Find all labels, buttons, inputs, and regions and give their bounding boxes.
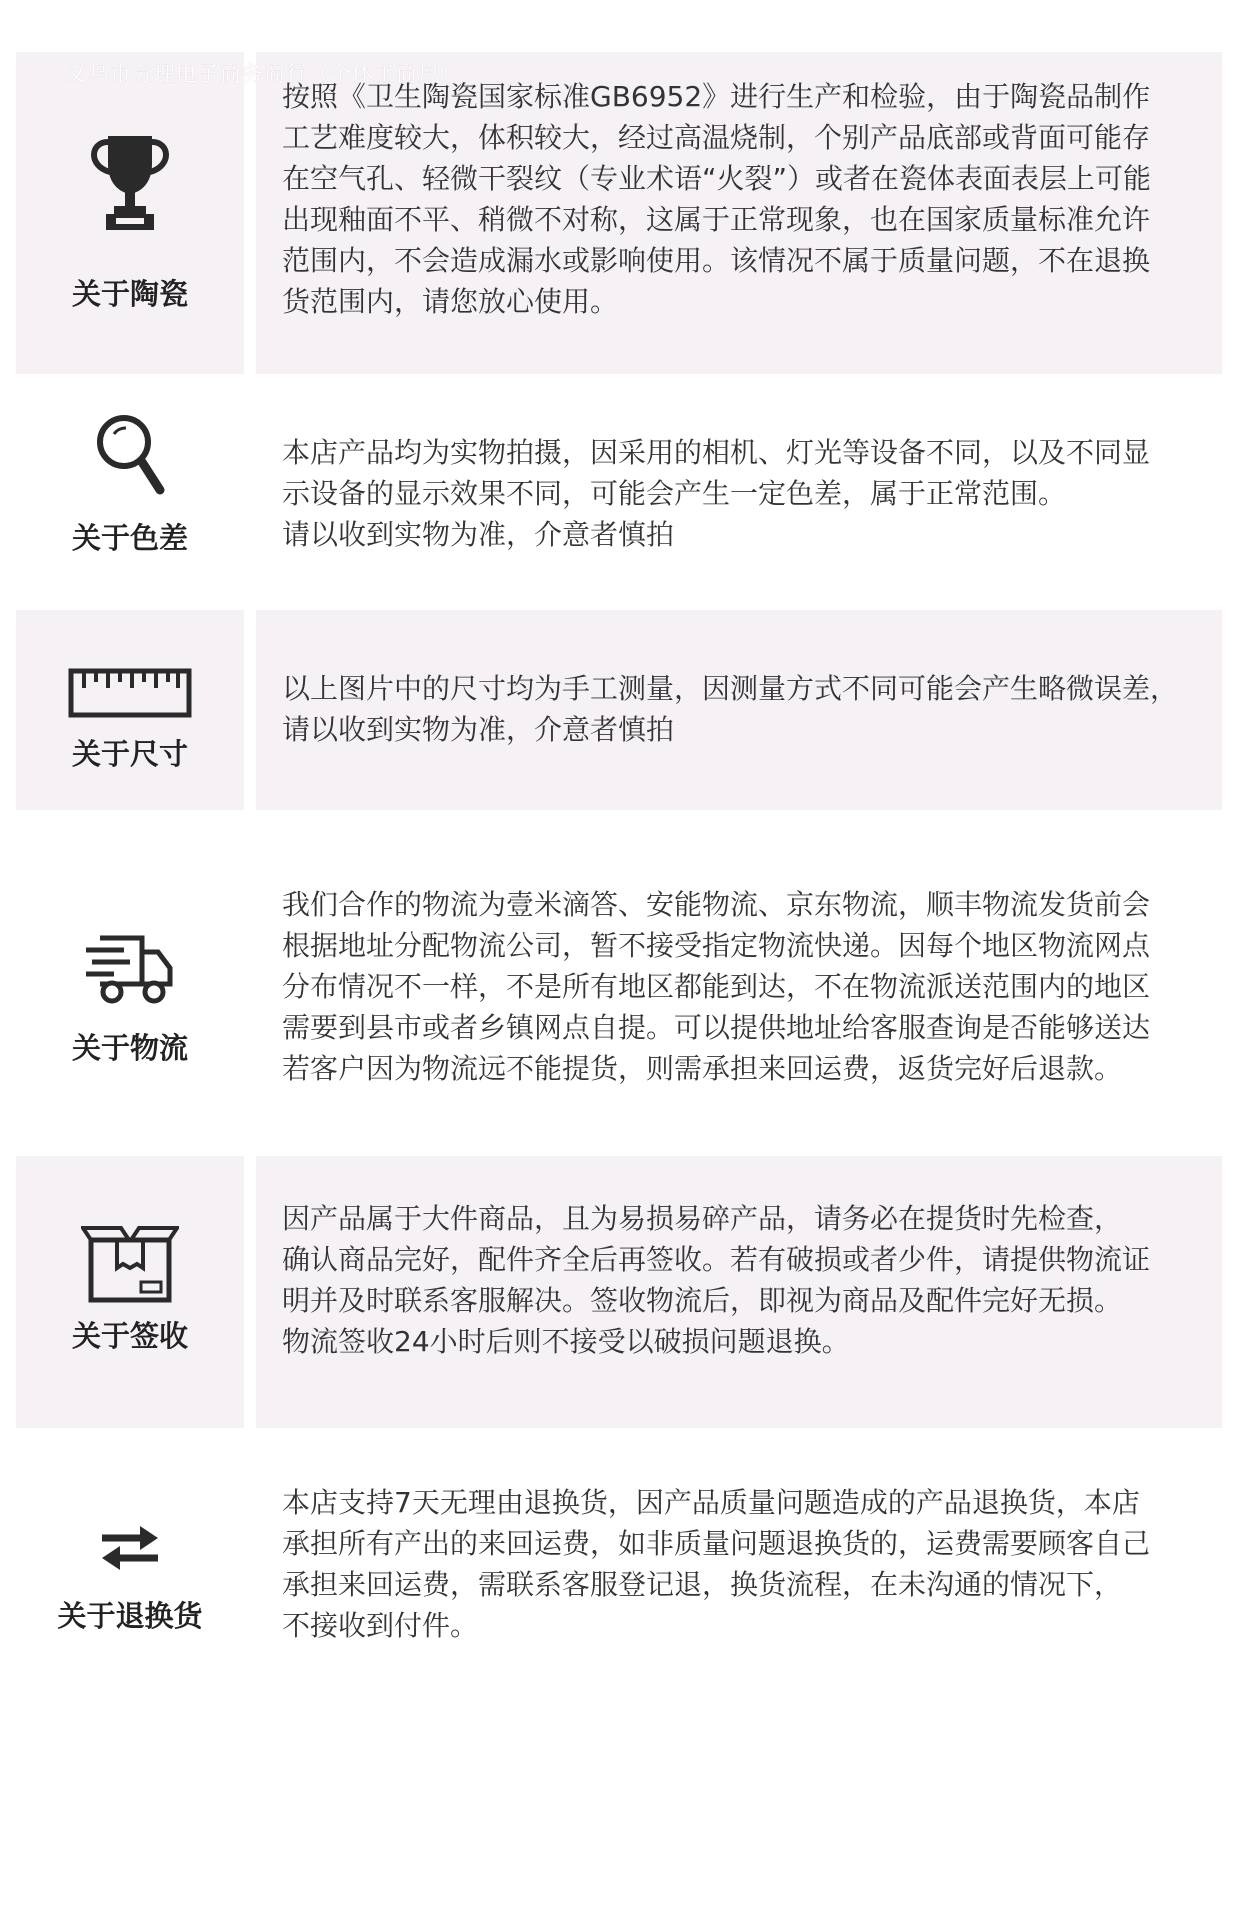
section-text-box (256, 862, 1222, 1102)
section-label-box (16, 1156, 244, 1428)
section-text-box (256, 388, 1222, 574)
section-returns (0, 1470, 1240, 1670)
section-label-box (16, 388, 244, 574)
section-title: 关于色差 (71, 521, 188, 555)
section-title: 关于陶瓷 (71, 277, 188, 311)
section-size (0, 610, 1240, 810)
magnifier-icon (16, 410, 244, 498)
section-text: 以上图片中的尺寸均为手工测量，因测量方式不同可能会产生略微误差， 请以收到实物为准，介意者慎拍 (282, 672, 1179, 746)
section-label-box (16, 1470, 244, 1670)
section-text-box (256, 52, 1222, 374)
trophy-icon (16, 130, 244, 234)
section-text: 按照《卫生陶瓷国家标准GB6952》进行生产和检验，由于陶瓷品制作 工艺难度较大，体积较大，经过高温烧制，个别产品底部或背面可能存 在空气孔、轻微干裂纹（专业术语“火裂”）或者在瓷体表面表层上可能 出现釉面不平、稍微不对称，这属于正常现象，也在国家质量标准允许 范围内，不会造成漏水或影响使用。该情况不属于质量问题，不在退换 货范围内，请您放心使用。 (282, 80, 1152, 318)
exchange-arrows-icon (16, 1522, 244, 1574)
section-title: 关于退换货 (57, 1599, 203, 1633)
store-watermark: 义乌市分理电子商务商行（个体工商户） (66, 62, 462, 86)
truck-icon (16, 932, 244, 1006)
section-title: 关于物流 (71, 1031, 188, 1065)
section-receipt (0, 1156, 1240, 1428)
section-logistics (0, 862, 1240, 1102)
section-label-box (16, 862, 244, 1102)
section-text: 本店产品均为实物拍摄，因采用的相机、灯光等设备不同，以及不同显 示设备的显示效果不同，可能会产生一定色差，属于正常范围。 请以收到实物为准，介意者慎拍 (282, 436, 1151, 551)
package-icon (16, 1224, 244, 1304)
section-text: 我们合作的物流为壹米滴答、安能物流、京东物流，顺丰物流发货前会 根据地址分配物流公司，暂不接受指定物流快递。因每个地区物流网点 分布情况不一样，不是所有地区都能到达，不在物流派送范围内的地区 需要到县市或者乡镇网点自提。可以提供地址给客服查询是否能够送达 若客户因为物流远不能提货，则需承担来回运费，返货完好后退款。 (282, 888, 1151, 1085)
section-text: 本店支持7天无理由退换货，因产品质量问题造成的产品退换货，本店 承担所有产出的来回运费，如非质量问题退换货的，运费需要顾客自己 承担来回运费，需联系客服登记退，换货流程，在未沟通的情况下， 不接收到付件。 (282, 1486, 1151, 1642)
section-text-box (256, 1156, 1222, 1428)
section-text: 因产品属于大件商品，且为易损易碎产品，请务必在提货时先检查， 确认商品完好，配件齐全后再签收。若有破损或者少件，请提供物流证 明并及时联系客服解决。签收物流后，即视为商品及配件完好无损。 物流签收24小时后则不接受以破损问题退换。 (282, 1202, 1151, 1358)
section-color-difference (0, 388, 1240, 574)
section-title: 关于签收 (71, 1319, 188, 1353)
section-ceramics (0, 52, 1240, 374)
section-text-box (256, 1470, 1222, 1670)
section-title: 关于尺寸 (71, 737, 188, 771)
section-text-box (256, 610, 1222, 810)
section-label-box (16, 52, 244, 374)
ruler-icon (16, 668, 244, 718)
section-label-box (16, 610, 244, 810)
